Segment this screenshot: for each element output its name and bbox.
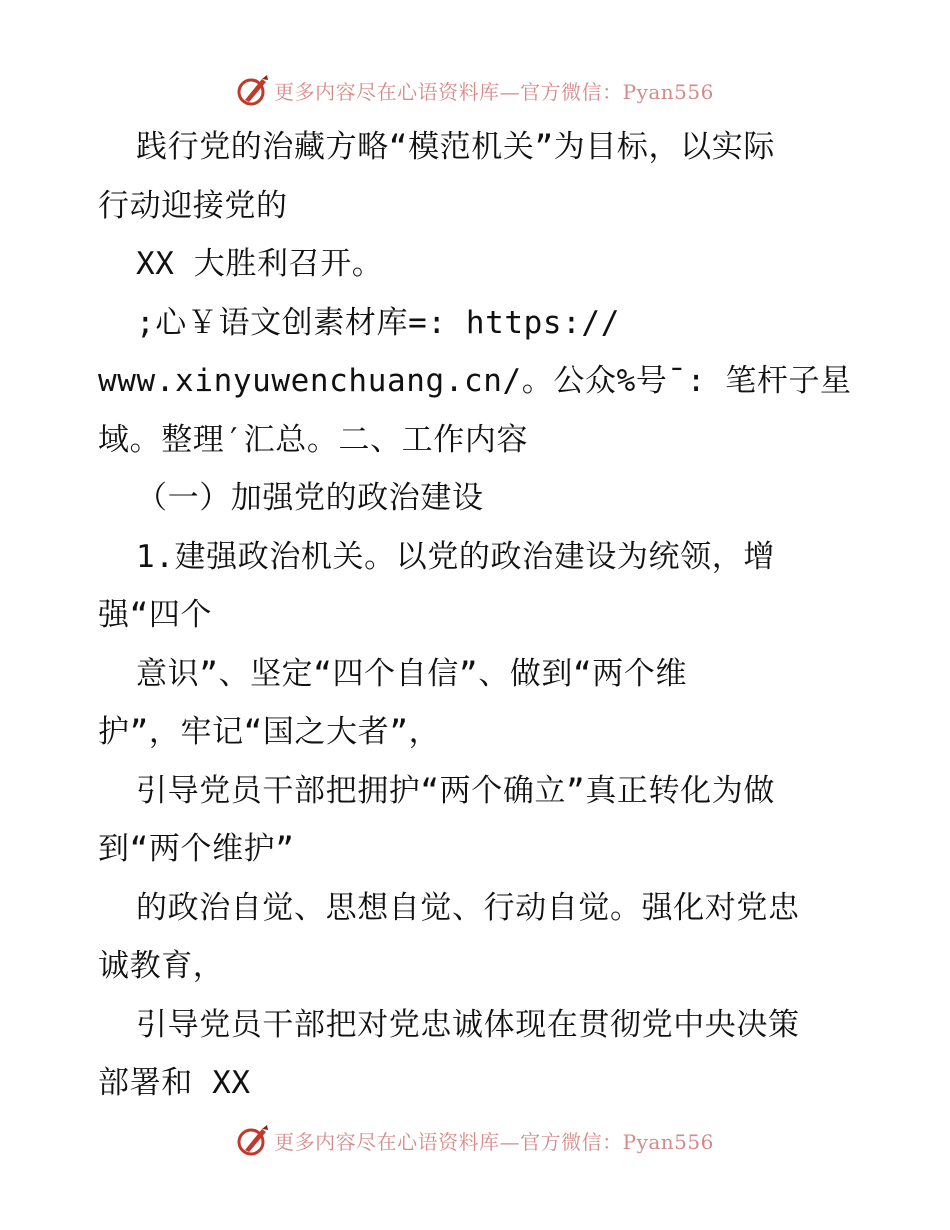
body-line: 诚教育， [98,948,225,984]
quill-pen-in-circle-icon [236,1123,270,1157]
body-line: www.xinyuwenchuang.cn/。公众%号¯: 笔杆子星 [98,363,852,399]
header-banner [0,70,950,110]
body-line: 的政治自觉、思想自觉、行动自觉。强化对党忠 [136,889,800,926]
body-line: 到“两个维护” [98,831,295,867]
footer-banner-text: 更多内容尽在心语资料库—官方微信：Pyan556 [274,1129,714,1154]
body-line: 引导党员干部把对党忠诚体现在贯彻党中央决策 [136,1006,800,1043]
body-line: 意识”、坚定“四个自信”、做到“两个维 [136,655,688,692]
header-banner-text: 更多内容尽在心语资料库—官方微信：Pyan556 [274,79,714,104]
body-line: 1.建强政治机关。以党的政治建设为统领，增 [136,538,775,575]
quill-pen-in-circle-icon [236,73,270,107]
body-line: 域。整理′汇总。二、工作内容 [98,421,529,458]
body-line: 护”，牢记“国之大者”， [98,714,441,750]
body-line: 践行党的治藏方略“模范机关”为目标，以实际 [136,129,775,165]
footer-banner [0,1120,950,1160]
section-heading: （一）加强党的政治建设 [136,480,484,516]
document-body [98,118,858,1113]
body-line: 部署和 XX [98,1065,251,1101]
body-line: 强“四个 [98,597,213,633]
body-line: XX 大胜利召开。 [136,246,384,282]
body-line: 引导党员干部把拥护“两个确立”真正转化为做 [136,772,775,809]
body-line: ;心￥语文创素材库=: https:// [136,304,620,341]
body-line: 行动迎接党的 [98,187,288,224]
